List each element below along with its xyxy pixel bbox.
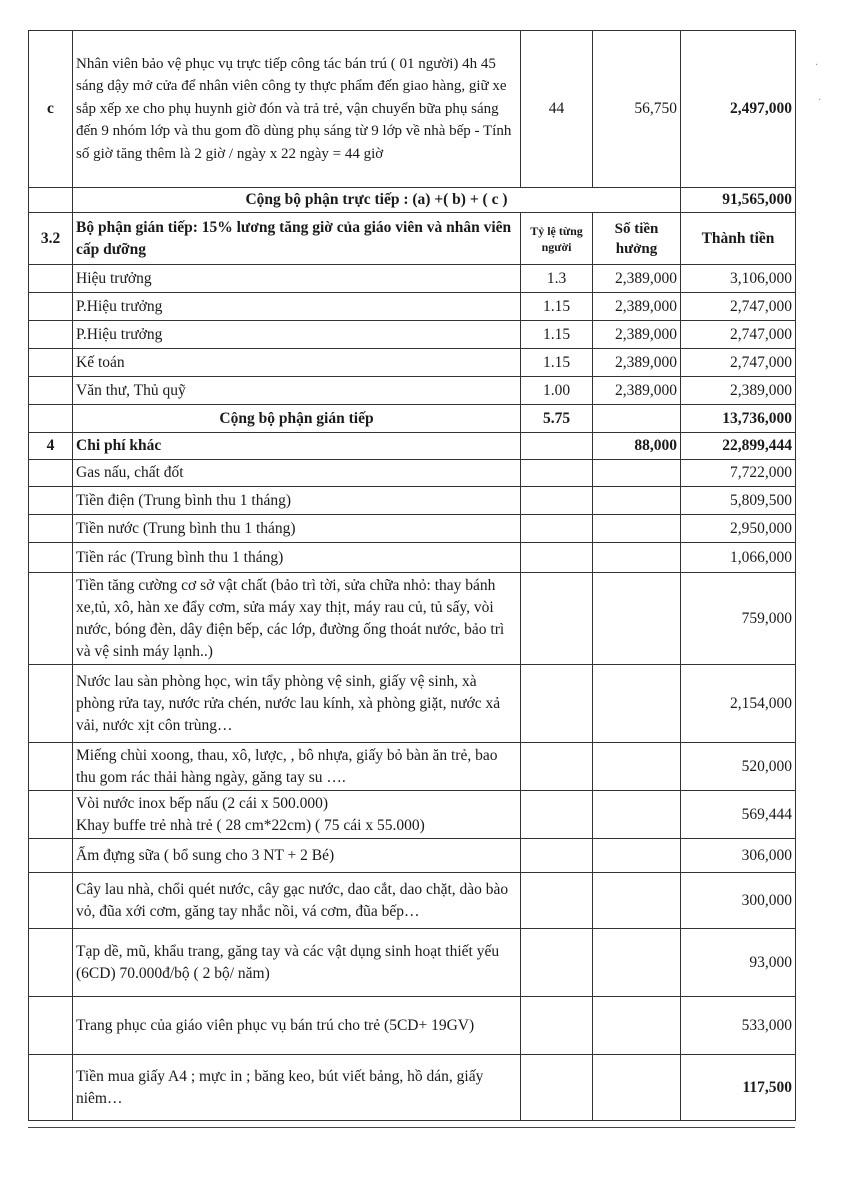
table-row [29, 929, 796, 997]
table-row [29, 515, 796, 543]
row-description: Tiền rác (Trung bình thu 1 tháng) [73, 543, 521, 573]
table-row [29, 839, 796, 873]
row-index: 3.2 [29, 213, 73, 265]
table-row [29, 791, 796, 839]
total-cell: 2,497,000 [681, 31, 796, 188]
empty-cell [593, 573, 681, 665]
row-description: Văn thư, Thủ quỹ [73, 377, 521, 405]
empty-cell [29, 293, 73, 321]
row-description: Tiền nước (Trung bình thu 1 tháng) [73, 515, 521, 543]
expense-table-sheet [28, 30, 795, 1121]
rate-cell: 1.15 [521, 349, 593, 377]
empty-cell [521, 743, 593, 791]
total-cell: 300,000 [681, 873, 796, 929]
total-cell: 759,000 [681, 573, 796, 665]
empty-cell [521, 460, 593, 487]
empty-cell [29, 515, 73, 543]
scan-speck: · [815, 60, 819, 71]
rate-cell: 1.3 [521, 265, 593, 293]
direct-total-label: Cộng bộ phận trực tiếp : (a) +( b) + ( c ) [73, 188, 681, 213]
amount-cell: 2,389,000 [593, 293, 681, 321]
empty-cell [29, 573, 73, 665]
empty-cell [29, 188, 73, 213]
empty-cell [29, 1055, 73, 1121]
rate-cell: 1.00 [521, 377, 593, 405]
row-description: Cây lau nhà, chổi quét nước, cây gạc nước, dao cắt, dao chặt, dào bào vỏ, đũa xới cơm, găng tay nhắc nồi, vá cơm, đũa bếp… [73, 873, 521, 929]
empty-cell [29, 743, 73, 791]
table-row [29, 460, 796, 487]
empty-cell [29, 487, 73, 515]
row-index: 4 [29, 433, 73, 460]
total-cell: 2,154,000 [681, 665, 796, 743]
row-description: Tạp dề, mũ, khẩu trang, găng tay và các vật dụng sinh hoạt thiết yếu (6CD) 70.000đ/bộ ( 2 bộ/ năm) [73, 929, 521, 997]
table-row [29, 377, 796, 405]
empty-cell [521, 929, 593, 997]
column-header-amount-label: Số tiền hưởng [614, 220, 659, 257]
indirect-header-row [29, 213, 796, 265]
rate-cell: 56,750 [593, 31, 681, 188]
column-header-rate-label: Tỷ lệ từng người [530, 223, 583, 254]
empty-cell [521, 573, 593, 665]
other-costs-header-row [29, 433, 796, 460]
indirect-header-desc: Bộ phận gián tiếp: 15% lương tăng giờ của giáo viên và nhân viên cấp dưỡng [73, 213, 521, 265]
table-row [29, 543, 796, 573]
indirect-total-label: Cộng bộ phận gián tiếp [73, 405, 521, 433]
total-cell: 2,747,000 [681, 349, 796, 377]
table-row [29, 997, 796, 1055]
table-row [29, 293, 796, 321]
table-row [29, 349, 796, 377]
direct-total-row [29, 188, 796, 213]
table-row-c [29, 31, 796, 188]
table-row [29, 665, 796, 743]
row-description: Tiền điện (Trung bình thu 1 tháng) [73, 487, 521, 515]
amount-cell: 2,389,000 [593, 349, 681, 377]
empty-cell [29, 543, 73, 573]
total-cell: 520,000 [681, 743, 796, 791]
empty-cell [593, 929, 681, 997]
row-description: Gas nấu, chất đốt [73, 460, 521, 487]
table-row [29, 573, 796, 665]
empty-cell [29, 997, 73, 1055]
total-cell: 306,000 [681, 839, 796, 873]
row-description: Tiền tăng cường cơ sở vật chất (bảo trì tời, sửa chữa nhỏ: thay bánh xe,tủ, xô, hàn xe đẩy cơm, sửa máy xay thịt, máy rau củ, tủ sấy, vòi nước, bóng đèn, dây điện bếp, các lớp, đường ống thoát nước, bảo trì và vệ sinh máy lạnh..) [73, 573, 521, 665]
empty-cell [521, 487, 593, 515]
direct-total-value: 91,565,000 [681, 188, 796, 213]
row-description: Ấm đựng sữa ( bổ sung cho 3 NT + 2 Bé) [73, 839, 521, 873]
row-description: Miếng chùi xoong, thau, xô, lược, , bô nhựa, giấy bỏ bàn ăn trẻ, bao thu gom rác thải hàng ngày, găng tay su …. [73, 743, 521, 791]
table-row [29, 321, 796, 349]
total-cell: 2,389,000 [681, 377, 796, 405]
column-header-total: Thành tiền [681, 213, 796, 265]
rate-cell: 1.15 [521, 321, 593, 349]
empty-cell [29, 405, 73, 433]
column-header-rate [521, 213, 593, 265]
empty-cell [521, 543, 593, 573]
other-costs-total: 22,899,444 [681, 433, 796, 460]
indirect-total-rate: 5.75 [521, 405, 593, 433]
empty-cell [521, 873, 593, 929]
table-row [29, 873, 796, 929]
empty-cell [29, 377, 73, 405]
amount-cell: 2,389,000 [593, 265, 681, 293]
empty-cell [593, 405, 681, 433]
empty-cell [593, 515, 681, 543]
rate-cell: 1.15 [521, 293, 593, 321]
total-cell: 117,500 [681, 1055, 796, 1121]
total-cell: 2,747,000 [681, 321, 796, 349]
total-cell: 2,950,000 [681, 515, 796, 543]
empty-cell [593, 665, 681, 743]
row-description: Vòi nước inox bếp nấu (2 cái x 500.000) Khay buffe trẻ nhà trẻ ( 28 cm*22cm) ( 75 cái x 55.000) [73, 791, 521, 839]
row-description: Hiệu trưởng [73, 265, 521, 293]
other-costs-title: Chi phí khác [73, 433, 521, 460]
table-row [29, 487, 796, 515]
hours-cell: 44 [521, 31, 593, 188]
table-row [29, 265, 796, 293]
empty-cell [521, 665, 593, 743]
empty-cell [593, 873, 681, 929]
row-description: Nước lau sàn phòng học, win tẩy phòng vệ sinh, giấy vệ sinh, xà phòng rửa tay, nước rửa chén, nước lau kính, xà phòng giặt, nước xả vải, nước xịt côn trùng… [73, 665, 521, 743]
empty-cell [521, 791, 593, 839]
empty-cell [593, 743, 681, 791]
empty-cell [29, 321, 73, 349]
amount-cell: 2,389,000 [593, 321, 681, 349]
bottom-rule [28, 1127, 795, 1128]
row-description: Tiền mua giấy A4 ; mực in ; băng keo, bút viết bảng, hồ dán, giấy niêm… [73, 1055, 521, 1121]
row-description: P.Hiệu trưởng [73, 293, 521, 321]
row-description: Trang phục của giáo viên phục vụ bán trú cho trẻ (5CD+ 19GV) [73, 997, 521, 1055]
indirect-total-row [29, 405, 796, 433]
total-cell: 1,066,000 [681, 543, 796, 573]
empty-cell [593, 487, 681, 515]
row-index: c [29, 31, 73, 188]
table-row [29, 1055, 796, 1121]
table-row [29, 743, 796, 791]
empty-cell [521, 1055, 593, 1121]
total-cell: 7,722,000 [681, 460, 796, 487]
empty-cell [29, 349, 73, 377]
expense-table [28, 30, 796, 1121]
column-header-amount [593, 213, 681, 265]
empty-cell [521, 839, 593, 873]
empty-cell [593, 460, 681, 487]
total-cell: 569,444 [681, 791, 796, 839]
empty-cell [29, 929, 73, 997]
scan-speck: · [818, 95, 822, 106]
total-cell: 533,000 [681, 997, 796, 1055]
empty-cell [29, 665, 73, 743]
empty-cell [29, 460, 73, 487]
empty-cell [521, 515, 593, 543]
empty-cell [593, 791, 681, 839]
empty-cell [521, 433, 593, 460]
row-description: Kế toán [73, 349, 521, 377]
total-cell: 93,000 [681, 929, 796, 997]
total-cell: 5,809,500 [681, 487, 796, 515]
indirect-total-value: 13,736,000 [681, 405, 796, 433]
empty-cell [593, 543, 681, 573]
empty-cell [29, 873, 73, 929]
empty-cell [29, 265, 73, 293]
amount-cell: 2,389,000 [593, 377, 681, 405]
empty-cell [29, 791, 73, 839]
total-cell: 3,106,000 [681, 265, 796, 293]
other-costs-subtotal: 88,000 [593, 433, 681, 460]
empty-cell [593, 839, 681, 873]
empty-cell [29, 839, 73, 873]
row-description: Nhân viên bảo vệ phục vụ trực tiếp công tác bán trú ( 01 người) 4h 45 sáng dậy mở cửa để nhân viên công ty thực phẩm đến giao hàng, giữ xe sắp xếp xe cho phụ huynh giờ đón và trả trẻ, vận chuyển bữa phụ sáng đến 9 nhóm lớp và thu gom đồ dùng phụ sáng từ 9 lớp về nhà bếp - Tính số giờ tăng thêm là 2 giờ / ngày x 22 ngày = 44 giờ [73, 31, 521, 188]
empty-cell [521, 997, 593, 1055]
total-cell: 2,747,000 [681, 293, 796, 321]
empty-cell [593, 1055, 681, 1121]
empty-cell [593, 997, 681, 1055]
row-description: P.Hiệu trưởng [73, 321, 521, 349]
